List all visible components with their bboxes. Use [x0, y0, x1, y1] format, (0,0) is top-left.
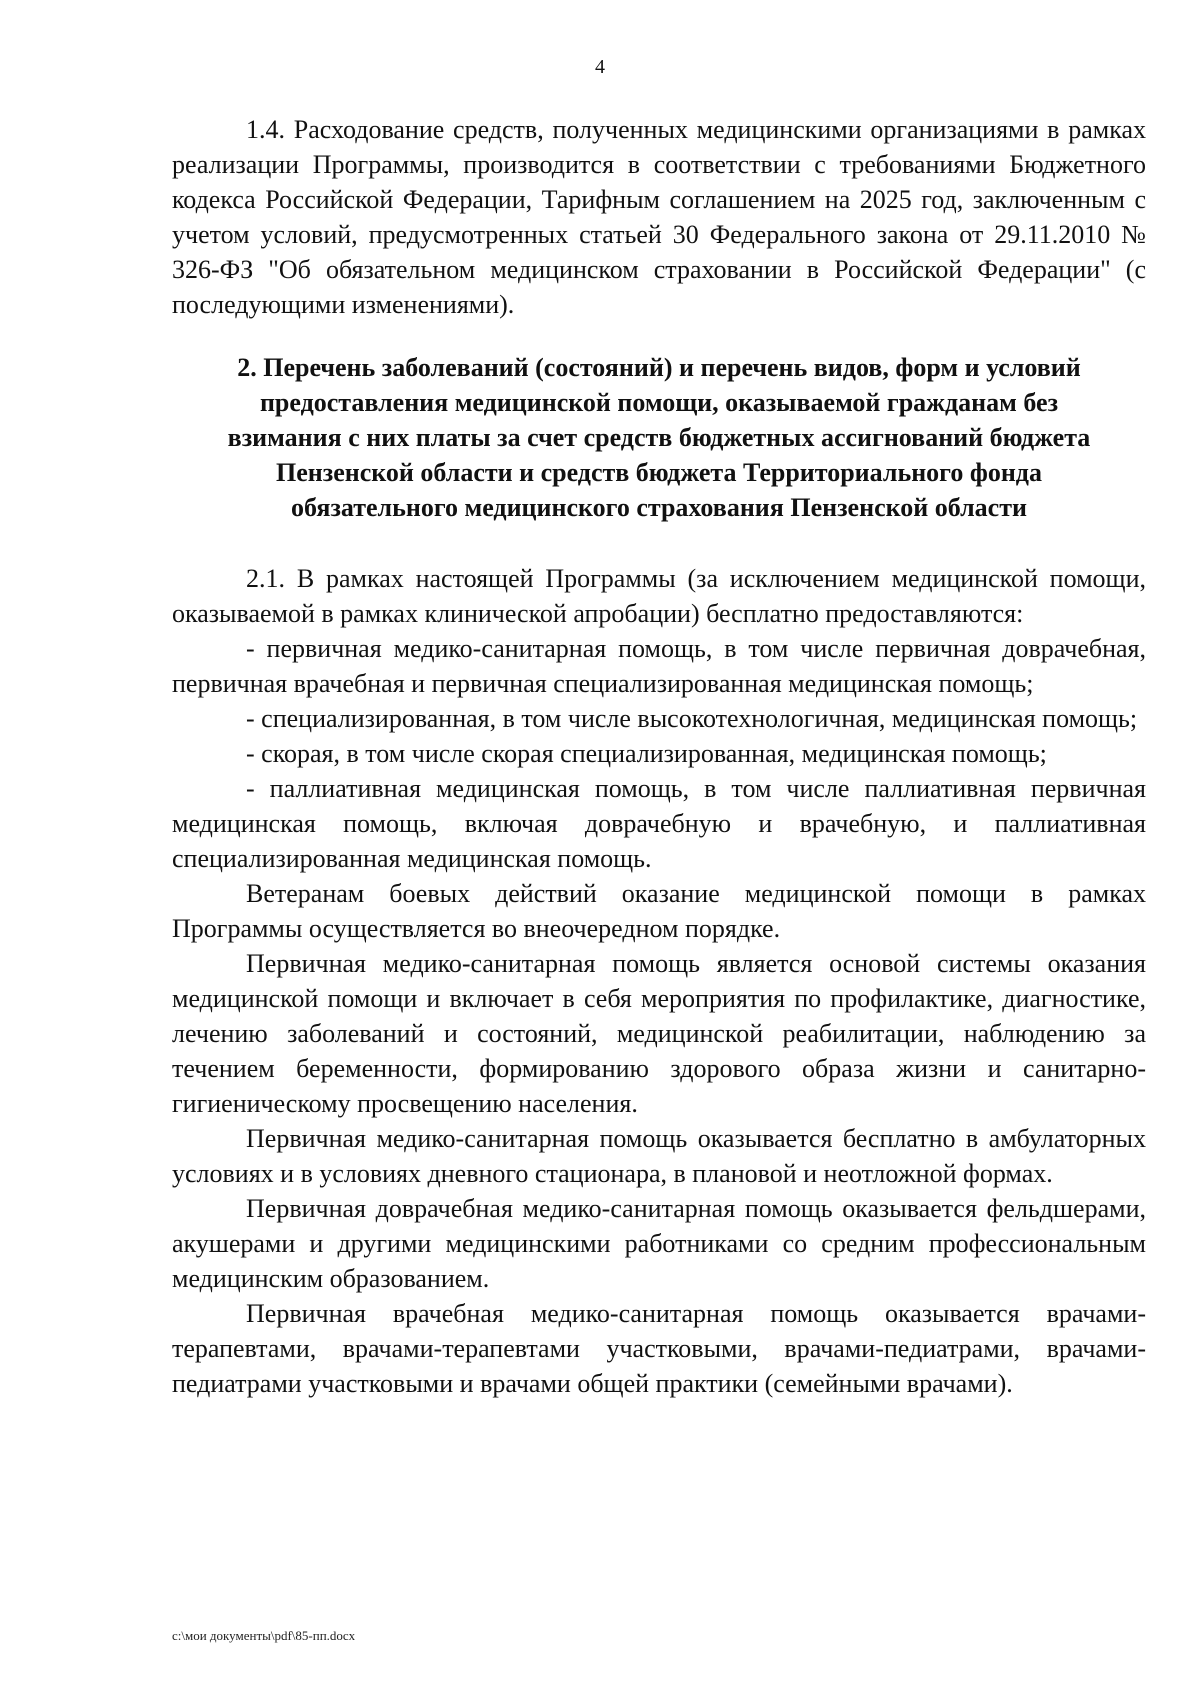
list-item: - первичная медико-санитарная помощь, в том числе первичная доврачебная, первичная врачебная и первичная специализированная медицинская помощь; — [172, 634, 1146, 698]
document-body — [172, 112, 1146, 1401]
paragraph-2-1: 2.1. В рамках настоящей Программы (за исключением медицинской помощи, оказываемой в рамках клинической апробации) бесплатно предоставляются: — [172, 564, 1146, 628]
paragraph-primary-care-basis: Первичная медико-санитарная помощь является основой системы оказания медицинской помощи и включает в себя мероприятия по профилактике, диагностике, лечению заболеваний и состояний, медицинской реабилитации, наблюдению за течением беременности, формированию здорового образа жизни и санитарно-гигиеническому просвещению населения. — [172, 949, 1146, 1118]
list-item: - скорая, в том числе скорая специализированная, медицинская помощь; — [246, 739, 1047, 768]
list-item: - паллиативная медицинская помощь, в том числе паллиативная первичная медицинская помощь, включая доврачебную и врачебную, и паллиативная специализированная медицинская помощь. — [172, 774, 1146, 873]
list-item: - специализированная, в том числе высокотехнологичная, медицинская помощь; — [246, 704, 1138, 733]
paragraph-doctor-care: Первичная врачебная медико-санитарная помощь оказывается врачами-терапевтами, врачами-терапевтами участковыми, врачами-педиатрами, врачами-педиатрами участковыми и врачами общей практики (семейными врачами). — [172, 1299, 1146, 1398]
paragraph-pre-doctor-care: Первичная доврачебная медико-санитарная помощь оказывается фельдшерами, акушерами и другими медицинскими работниками со средним профессиональным медицинским образованием. — [172, 1194, 1146, 1293]
page-number: 4 — [595, 56, 605, 78]
paragraph-primary-care-free: Первичная медико-санитарная помощь оказывается бесплатно в амбулаторных условиях и в условиях дневного стационара, в плановой и неотложной формах. — [172, 1124, 1146, 1188]
section-heading: 2. Перечень заболеваний (состояний) и перечень видов, форм и условий предоставления медицинской помощи, оказываемой гражданам без взимания с них платы за счет средств бюджетных ассигнований бюджета Пензенской области и средств бюджета Территориального фонда обязательного медицинского страхования Пензенской области — [227, 353, 1091, 522]
paragraph-1-4: 1.4. Расходование средств, полученных медицинскими организациями в рамках реализации Программы, производится в соответствии с требованиями Бюджетного кодекса Российской Федерации, Тарифным соглашением на 2025 год, заключенным с учетом условий, предусмотренных статьей 30 Федерального закона от 29.11.2010 № 326-ФЗ "Об обязательном медицинском страховании в Российской Федерации" (с последующими изменениями). — [172, 115, 1146, 319]
paragraph-veterans: Ветеранам боевых действий оказание медицинской помощи в рамках Программы осуществляется во внеочередном порядке. — [172, 879, 1146, 943]
footer-file-path: c:\мои документы\pdf\85-пп.docx — [172, 1628, 356, 1643]
